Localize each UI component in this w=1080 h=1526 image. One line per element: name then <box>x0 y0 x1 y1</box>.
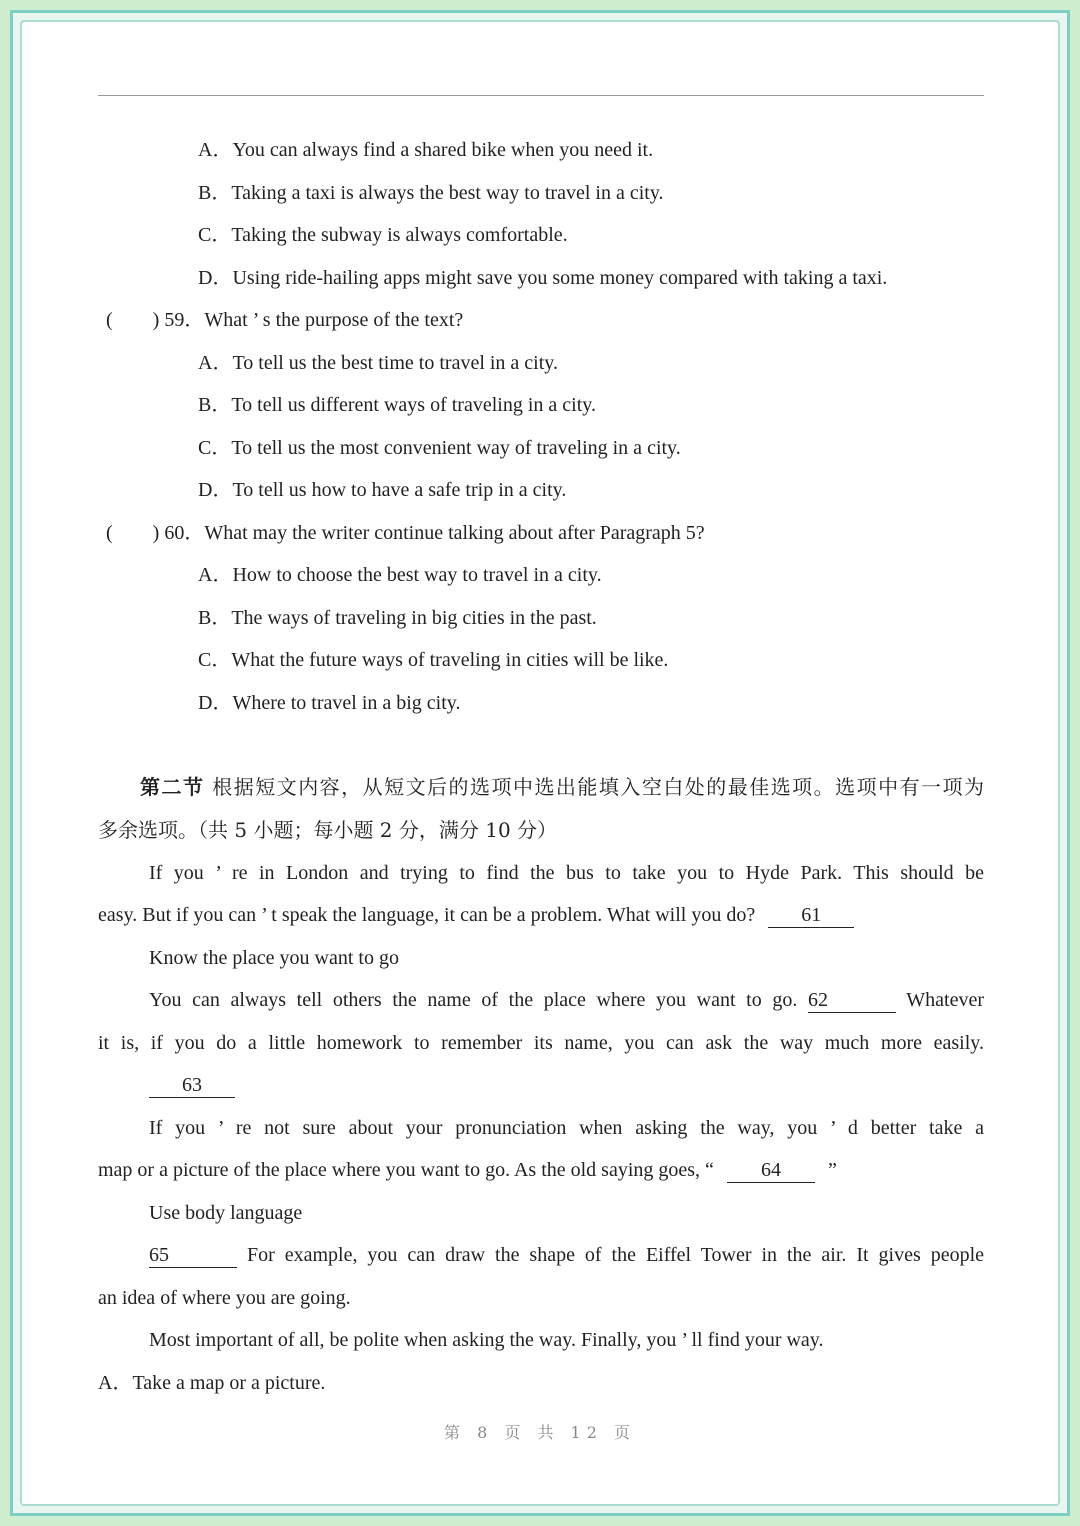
heading-know-the-place: Know the place you want to go <box>149 947 399 969</box>
q60-option-c: C．What the future ways of traveling in cities will be like. <box>198 649 669 671</box>
page-number: 第 8 页 共 12 页 <box>444 1423 636 1442</box>
q59-stem: ( ) 59．What ’ s the purpose of the text? <box>106 309 464 331</box>
passage-p1-line2 <box>98 902 854 928</box>
passage-p2-line1-end: Whatever <box>906 989 985 1011</box>
passage-p2-line1-text: You can always tell others the name of the place where you want to go. <box>149 989 798 1011</box>
passage-p4-line1-text: For example, you can draw the shape of the Eiffel Tower in the air. It gives people <box>246 1244 985 1266</box>
q59-option-a: A．To tell us the best time to travel in a city. <box>198 352 558 374</box>
passage-p3-line2-end: ” <box>827 1159 837 1181</box>
header-rule <box>98 95 984 96</box>
answer-option-a: A．Take a map or a picture. <box>98 1372 326 1394</box>
passage-p5-line1: Most important of all, be polite when asking the way. Finally, you ’ ll find your way. <box>149 1329 824 1351</box>
q58-option-c: C．Taking the subway is always comfortable. <box>198 224 568 246</box>
section2-instruction-text: 根据短文内容，从短文后的选项中选出能填入空白处的最佳选项。选项中有一项为 <box>212 775 985 799</box>
passage-p2-line1 <box>149 987 984 1013</box>
blank-64[interactable]: 64 <box>727 1158 815 1183</box>
heading-use-body-language: Use body language <box>149 1202 303 1224</box>
passage-p4-line2: an idea of where you are going. <box>98 1287 351 1309</box>
q58-option-b: B．Taking a taxi is always the best way to travel in a city. <box>198 182 664 204</box>
q58-option-a: A．You can always find a shared bike when you need it. <box>198 139 654 161</box>
section2-instruction-line1 <box>140 774 984 800</box>
blank-61[interactable]: 61 <box>768 903 854 928</box>
blank-63[interactable]: 63 <box>149 1073 235 1098</box>
q60-option-a: A．How to choose the best way to travel in a city. <box>198 564 602 586</box>
passage-p4-line1 <box>149 1242 984 1268</box>
passage-p3-line2 <box>98 1157 837 1183</box>
q59-option-d: D．To tell us how to have a safe trip in a city. <box>198 479 567 501</box>
passage-p1-line1: If you ’ re in London and trying to find the bus to take you to Hyde Park. This should be <box>149 862 984 884</box>
q59-option-b: B．To tell us different ways of traveling in a city. <box>198 394 596 416</box>
q60-option-d: D．Where to travel in a big city. <box>198 692 461 714</box>
passage-p3-line2-text: map or a picture of the place where you want to go. As the old saying goes, “ <box>98 1159 714 1181</box>
q59-option-c: C．To tell us the most convenient way of traveling in a city. <box>198 437 681 459</box>
passage-p1-line2-text: easy. But if you can ’ t speak the language, it can be a problem. What will you do? <box>98 904 756 926</box>
passage-p3-line1: If you ’ re not sure about your pronunciation when asking the way, you ’ d better take a <box>149 1117 984 1139</box>
blank-62[interactable]: 62 <box>808 988 896 1013</box>
q60-stem: ( ) 60．What may the writer continue talking about after Paragraph 5? <box>106 522 705 544</box>
blank-65[interactable]: 65 <box>149 1243 237 1268</box>
q58-option-d: D．Using ride-hailing apps might save you some money compared with taking a taxi. <box>198 267 888 289</box>
section2-instruction-line2: 多余选项。（共 5 小题；每小题 2 分，满分 10 分） <box>98 818 558 842</box>
passage-p2-line2: it is, if you do a little homework to remember its name, you can ask the way much more easily. <box>98 1032 984 1054</box>
section2-title: 第二节 <box>140 775 205 799</box>
q60-option-b: B．The ways of traveling in big cities in the past. <box>198 607 597 629</box>
blank-63-line <box>149 1072 235 1098</box>
